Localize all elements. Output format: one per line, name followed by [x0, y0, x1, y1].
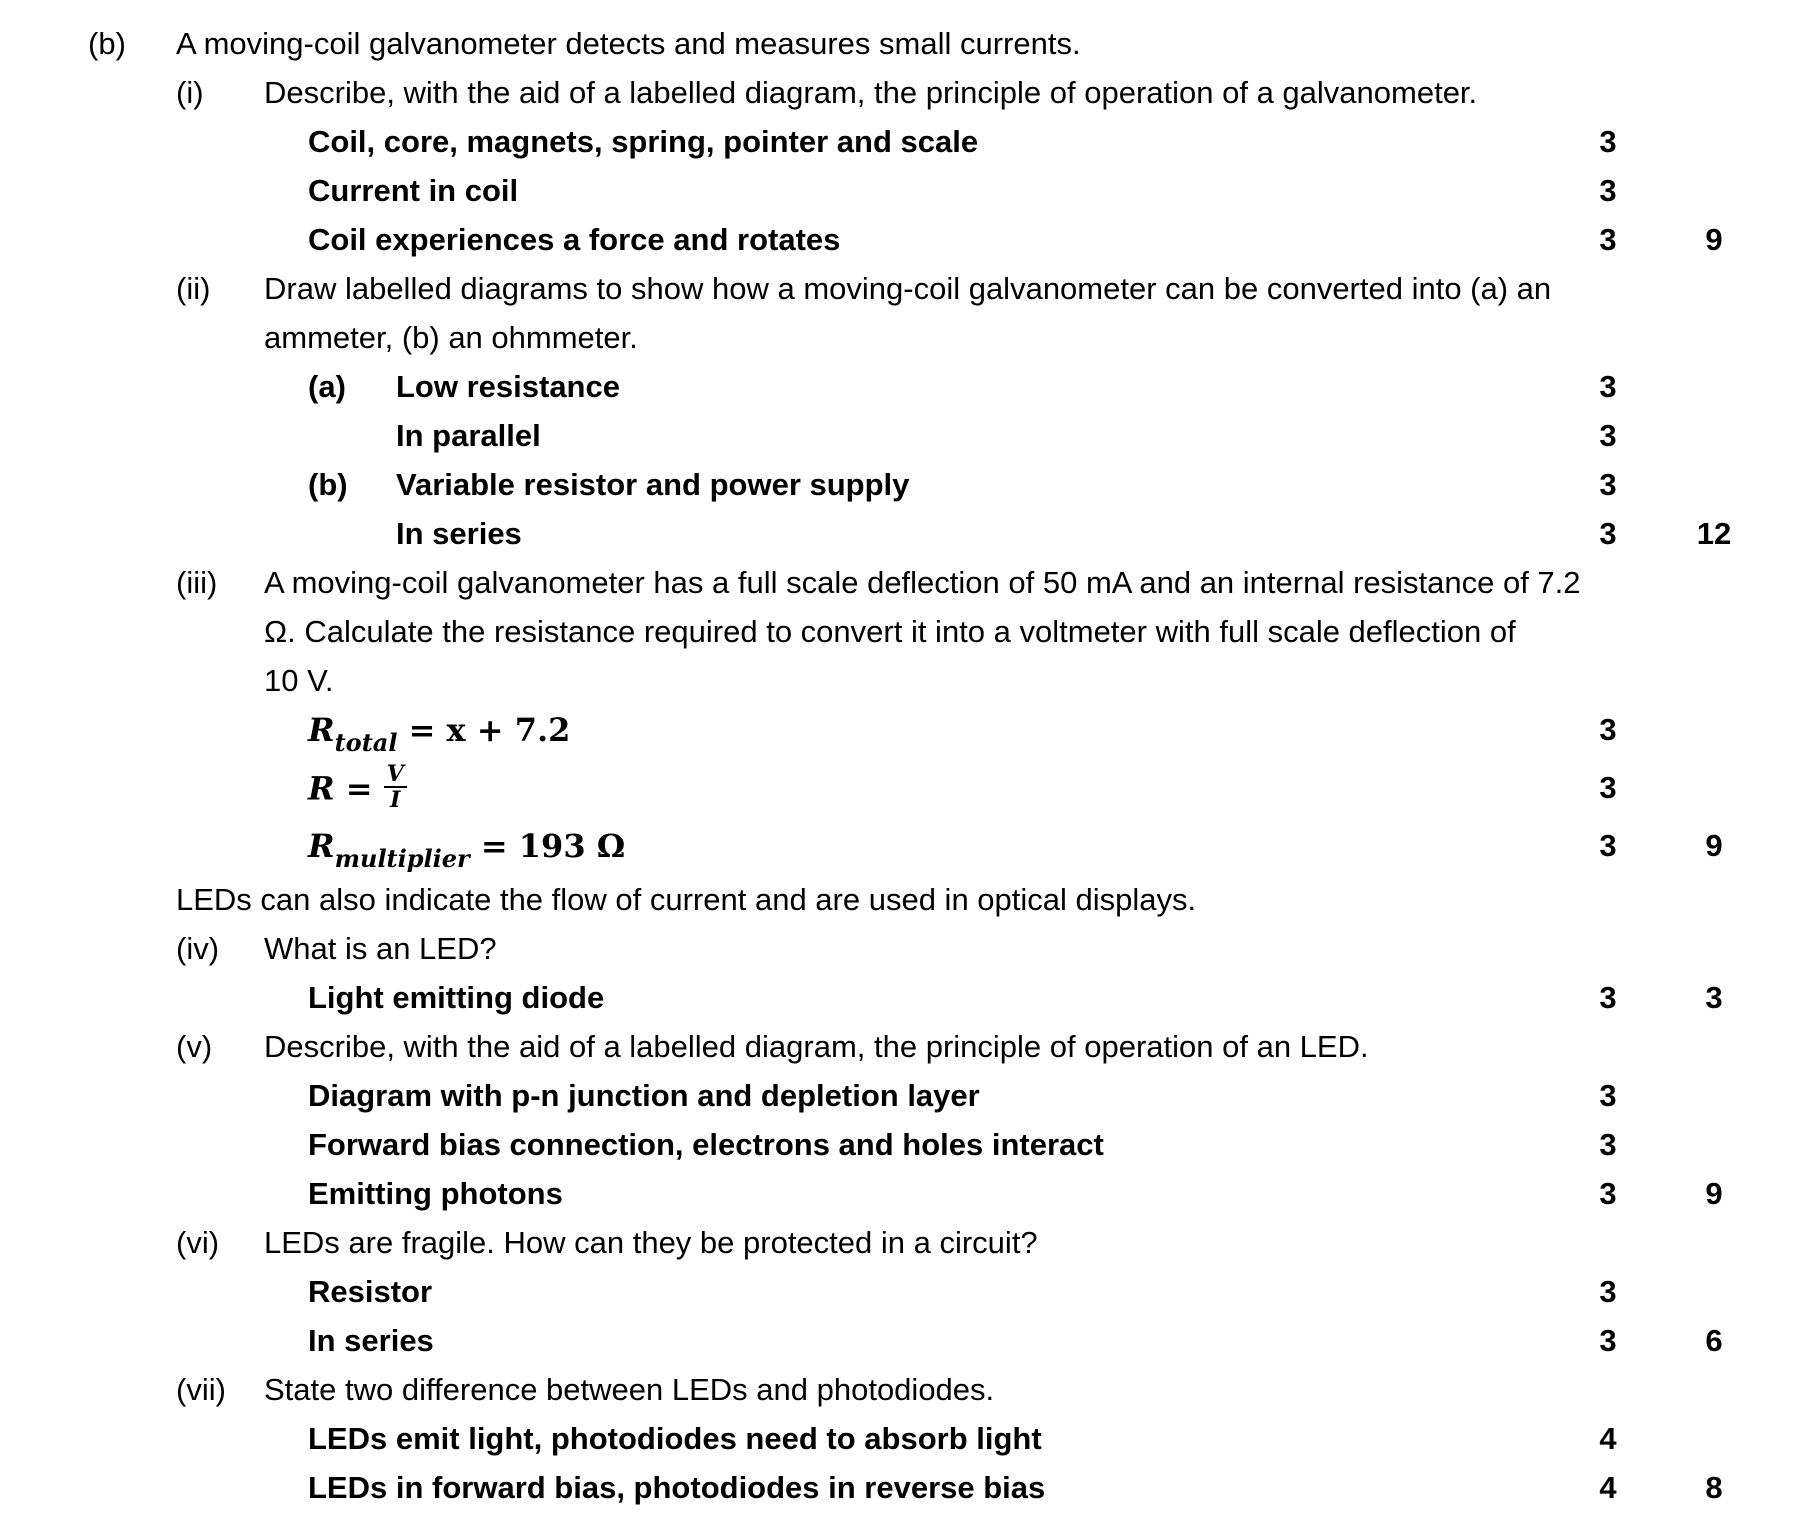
- question-text: Describe, with the aid of a labelled diagram, the principle of operation of a galvanometer.: [264, 75, 1478, 110]
- question-text: A moving-coil galvanometer detects and measures small currents.: [176, 26, 1081, 61]
- mark: 4: [1599, 1421, 1617, 1456]
- part-label: (b): [88, 26, 126, 61]
- question-label: (vi): [176, 1225, 220, 1260]
- answer-text: In series: [308, 1323, 434, 1358]
- answer-row: [0, 512, 1818, 556]
- total-mark: 9: [1705, 222, 1723, 257]
- answer-row: [0, 1270, 1818, 1314]
- answer-text: Variable resistor and power supply: [396, 467, 910, 502]
- equation-ohms-law: R = $\frac{V}{I}$: [308, 766, 407, 816]
- answer-text: Forward bias connection, electrons and holes interact: [308, 1127, 1104, 1162]
- question-label: (i): [176, 75, 204, 110]
- question-text: Ω. Calculate the resistance required to convert it into a voltmeter with full scale deflection of: [264, 614, 1516, 649]
- total-mark: 9: [1705, 1176, 1723, 1211]
- question-iv: [0, 927, 1818, 971]
- mark: 3: [1599, 980, 1617, 1015]
- answer-text: In series: [396, 516, 522, 551]
- question-text: What is an LED?: [264, 931, 497, 966]
- question-label: (v): [176, 1029, 213, 1064]
- answer-row: [0, 1319, 1818, 1363]
- answer-row: [0, 1172, 1818, 1216]
- question-v: [0, 1025, 1818, 1069]
- mark: 3: [1599, 770, 1617, 805]
- answer-row: [0, 1123, 1818, 1167]
- mark: 3: [1599, 1127, 1617, 1162]
- answer-text: In parallel: [396, 418, 541, 453]
- answer-text: LEDs emit light, photodiodes need to absorb light: [308, 1421, 1042, 1456]
- question-text: Draw labelled diagrams to show how a moving-coil galvanometer can be converted into (a) an: [264, 271, 1552, 306]
- question-vii: [0, 1368, 1818, 1412]
- equation-row: [0, 761, 1818, 822]
- led-intro: [0, 878, 1818, 922]
- question-label: (ii): [176, 271, 211, 306]
- answer-row: [0, 1417, 1818, 1461]
- question-text: 10 V.: [264, 663, 334, 698]
- equation-row: [0, 708, 1818, 757]
- total-mark: 6: [1705, 1323, 1723, 1358]
- answer-text: Emitting photons: [308, 1176, 563, 1211]
- answer-row: [0, 218, 1818, 262]
- answer-text: Current in coil: [308, 173, 519, 208]
- mark: 3: [1599, 222, 1617, 257]
- question-iii: [0, 561, 1818, 605]
- answer-row: [0, 120, 1818, 164]
- mark: 3: [1599, 1078, 1617, 1113]
- mark: 4: [1599, 1470, 1617, 1505]
- equation-multiplier: $R_{multiplier} = 193$ Ω: [308, 827, 626, 873]
- mark: 3: [1599, 369, 1617, 404]
- answer-row: [0, 1074, 1818, 1118]
- sub-label: (a): [308, 369, 346, 404]
- mark: 3: [1599, 467, 1617, 502]
- answer-text: Low resistance: [396, 369, 620, 404]
- mark: 3: [1599, 173, 1617, 208]
- answer-text: Diagram with p-n junction and depletion layer: [308, 1078, 980, 1113]
- total-mark: 3: [1705, 980, 1723, 1015]
- question-iii-cont: [0, 610, 1818, 654]
- total-mark: 12: [1696, 516, 1732, 551]
- mark: 3: [1599, 124, 1617, 159]
- total-mark: 8: [1705, 1470, 1723, 1505]
- answer-row: [0, 169, 1818, 213]
- answer-row: [0, 414, 1818, 458]
- question-i: [0, 71, 1818, 115]
- question-text: State two difference between LEDs and photodiodes.: [264, 1372, 995, 1407]
- question-text: Describe, with the aid of a labelled diagram, the principle of operation of an LED.: [264, 1029, 1369, 1064]
- equation-row: [0, 824, 1818, 873]
- question-text: LEDs are fragile. How can they be protected in a circuit?: [264, 1225, 1038, 1260]
- question-label: (iii): [176, 565, 218, 600]
- answer-text: Light emitting diode: [308, 980, 605, 1015]
- question-iii-cont: [0, 659, 1818, 703]
- mark: 3: [1599, 516, 1617, 551]
- mark: 3: [1599, 418, 1617, 453]
- answer-text: Resistor: [308, 1274, 433, 1309]
- question-label: (iv): [176, 931, 220, 966]
- total-mark: 9: [1705, 828, 1723, 863]
- sub-label: (b): [308, 467, 348, 502]
- equation-total: $R_{total} = x + 7.2$: [308, 711, 571, 757]
- answer-row: [0, 365, 1818, 409]
- question-text: A moving-coil galvanometer has a full scale deflection of 50 mA and an internal resistance of 7.2: [264, 565, 1581, 600]
- mark: 3: [1599, 1176, 1617, 1211]
- mark: 3: [1599, 1274, 1617, 1309]
- question-text: ammeter, (b) an ohmmeter.: [264, 320, 638, 355]
- answer-text: Coil, core, magnets, spring, pointer and scale: [308, 124, 979, 159]
- answer-row: [0, 976, 1818, 1020]
- question-label: (vii): [176, 1372, 226, 1407]
- answer-text: LEDs in forward bias, photodiodes in reverse bias: [308, 1470, 1046, 1505]
- question-ii: [0, 267, 1818, 311]
- answer-text: Coil experiences a force and rotates: [308, 222, 841, 257]
- question-vi: [0, 1221, 1818, 1265]
- question-ii-cont: [0, 316, 1818, 360]
- intro-text: LEDs can also indicate the flow of current and are used in optical displays.: [176, 882, 1197, 917]
- mark: 3: [1599, 712, 1617, 747]
- part-b-header: [0, 22, 1818, 66]
- mark: 3: [1599, 828, 1617, 863]
- answer-row: [0, 1466, 1818, 1510]
- answer-row: [0, 463, 1818, 507]
- mark: 3: [1599, 1323, 1617, 1358]
